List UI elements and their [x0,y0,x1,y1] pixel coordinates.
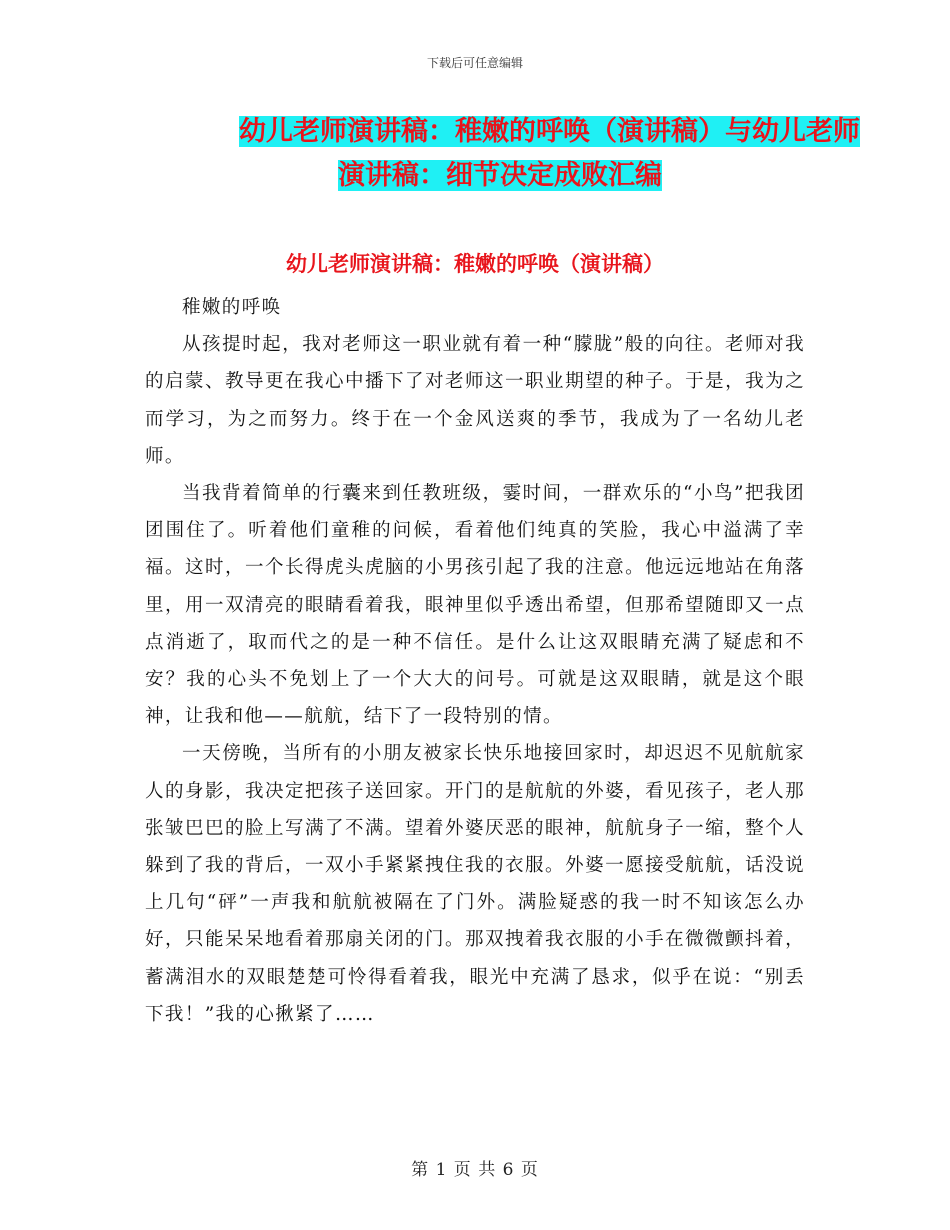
title-highlight-2: 演讲稿：细节决定成败汇编 [338,160,662,191]
paragraph: 从孩提时起，我对老师这一职业就有着一种“朦胧”般的向往。老师对我的启蒙、教导更在我心中播下了对老师这一职业期望的种子。于是，我为之而学习，为之而努力。终于在一个金风送爽的季节，我成为了一名幼儿老师。 [145,334,805,467]
document-title [140,110,860,198]
page-header-note: 下载后可任意编辑 [426,56,523,70]
section-title: 幼儿老师演讲稿：稚嫩的呼唤（演讲稿） [286,251,664,276]
paragraph: 一天傍晚，当所有的小朋友被家长快乐地接回家时，却迟迟不见航航家人的身影，我决定把孩子送回家。开门的是航航的外婆，看见孩子，老人那张皱巴巴的脸上写满了不满。望着外婆厌恶的眼神，航航身子一缩，整个人躲到了我的背后，一双小手紧紧拽住我的衣服。外婆一愿接受航航，话没说上几句“砰”一声我和航航被隔在了门外。满脸疑惑的我一时不知该怎么办好，只能呆呆地看着那扇关闭的门。那双拽着我衣服的小手在微微颤抖着，蓄满泪水的双眼楚楚可怜得看着我，眼光中充满了恳求，似乎在说：“别丢下我！”我的心揪紧了…… [145,743,805,1025]
paragraph: 当我背着简单的行囊来到任教班级，霎时间，一群欢乐的“小鸟”把我团团围住了。听着他们童稚的问候，看着他们纯真的笑脸，我心中溢满了幸福。这时，一个长得虎头虎脑的小男孩引起了我的注意。他远远地站在角落里，用一双清亮的眼睛看着我，眼神里似乎透出希望，但那希望随即又一点点消逝了，取而代之的是一种不信任。是什么让这双眼睛充满了疑虑和不安？我的心头不免划上了一个大大的问号。可就是这双眼睛，就是这个眼神，让我和他——航航，结下了一段特别的情。 [145,483,805,728]
title-highlight-1: 幼儿老师演讲稿：稚嫩的呼唤（演讲稿）与幼儿老师 [239,116,860,147]
document-title-line-2 [140,154,860,198]
document-title-line-1 [140,110,860,154]
body-text [145,289,805,1033]
page-footer-number: 第 1 页 共 6 页 [411,1160,539,1180]
paragraph-subtitle: 稚嫩的呼唤 [182,297,282,318]
